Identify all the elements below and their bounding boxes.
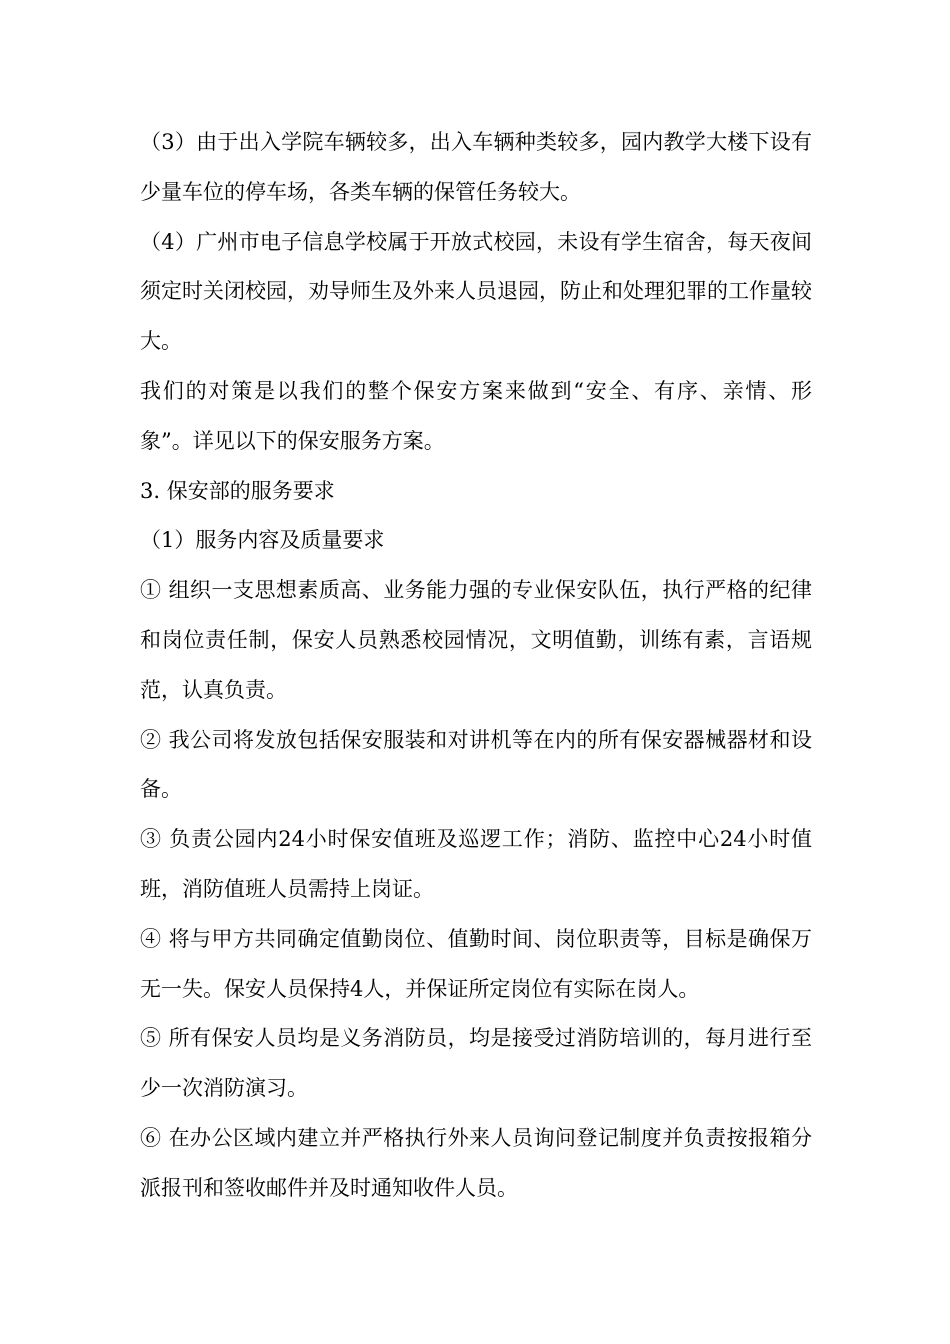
paragraph-vehicle-management: （3）由于出入学院车辆较多，出入车辆种类较多，园内教学大楼下设有少量车位的停车场，各类车辆的保管任务较大。 — [140, 130, 812, 204]
list-item-3: ③ 负责公园内24小时保安值班及巡逻工作；消防、监控中心24小时值班，消防值班人员需持上岗证。 — [140, 827, 812, 901]
paragraph-strategy: 我们的对策是以我们的整个保安方案来做到“安全、有序、亲情、形象”。详见以下的保安服务方案。 — [140, 378, 812, 453]
section-heading-service-requirements: 3. 保安部的服务要求 — [140, 478, 335, 503]
list-item-1: ① 组织一支思想素质高、业务能力强的专业保安队伍，执行严格的纪律和岗位责任制，保安人员熟悉校园情况，文明值勤，训练有素，言语规范，认真负责。 — [140, 578, 812, 702]
paragraph-open-campus: （4）广州市电子信息学校属于开放式校园，未设有学生宿舍，每天夜间须定时关闭校园，劝导师生及外来人员退园，防止和处理犯罪的工作量较大。 — [140, 229, 812, 354]
document-page — [140, 118, 812, 1214]
list-item-6: ⑥ 在办公区域内建立并严格执行外来人员询问登记制度并负责按报箱分派报刊和签收邮件并及时通知收件人员。 — [140, 1125, 812, 1200]
list-item-2: ② 我公司将发放包括保安服装和对讲机等在内的所有保安器械器材和设备。 — [140, 727, 812, 802]
subsection-heading-content-quality: （1）服务内容及质量要求 — [140, 528, 385, 553]
list-item-5: ⑤ 所有保安人员均是义务消防员，均是接受过消防培训的，每月进行至少一次消防演习。 — [140, 1026, 812, 1101]
list-item-4: ④ 将与甲方共同确定值勤岗位、值勤时间、岗位职责等，目标是确保万无一失。保安人员保持4人，并保证所定岗位有实际在岗人。 — [140, 926, 812, 1001]
